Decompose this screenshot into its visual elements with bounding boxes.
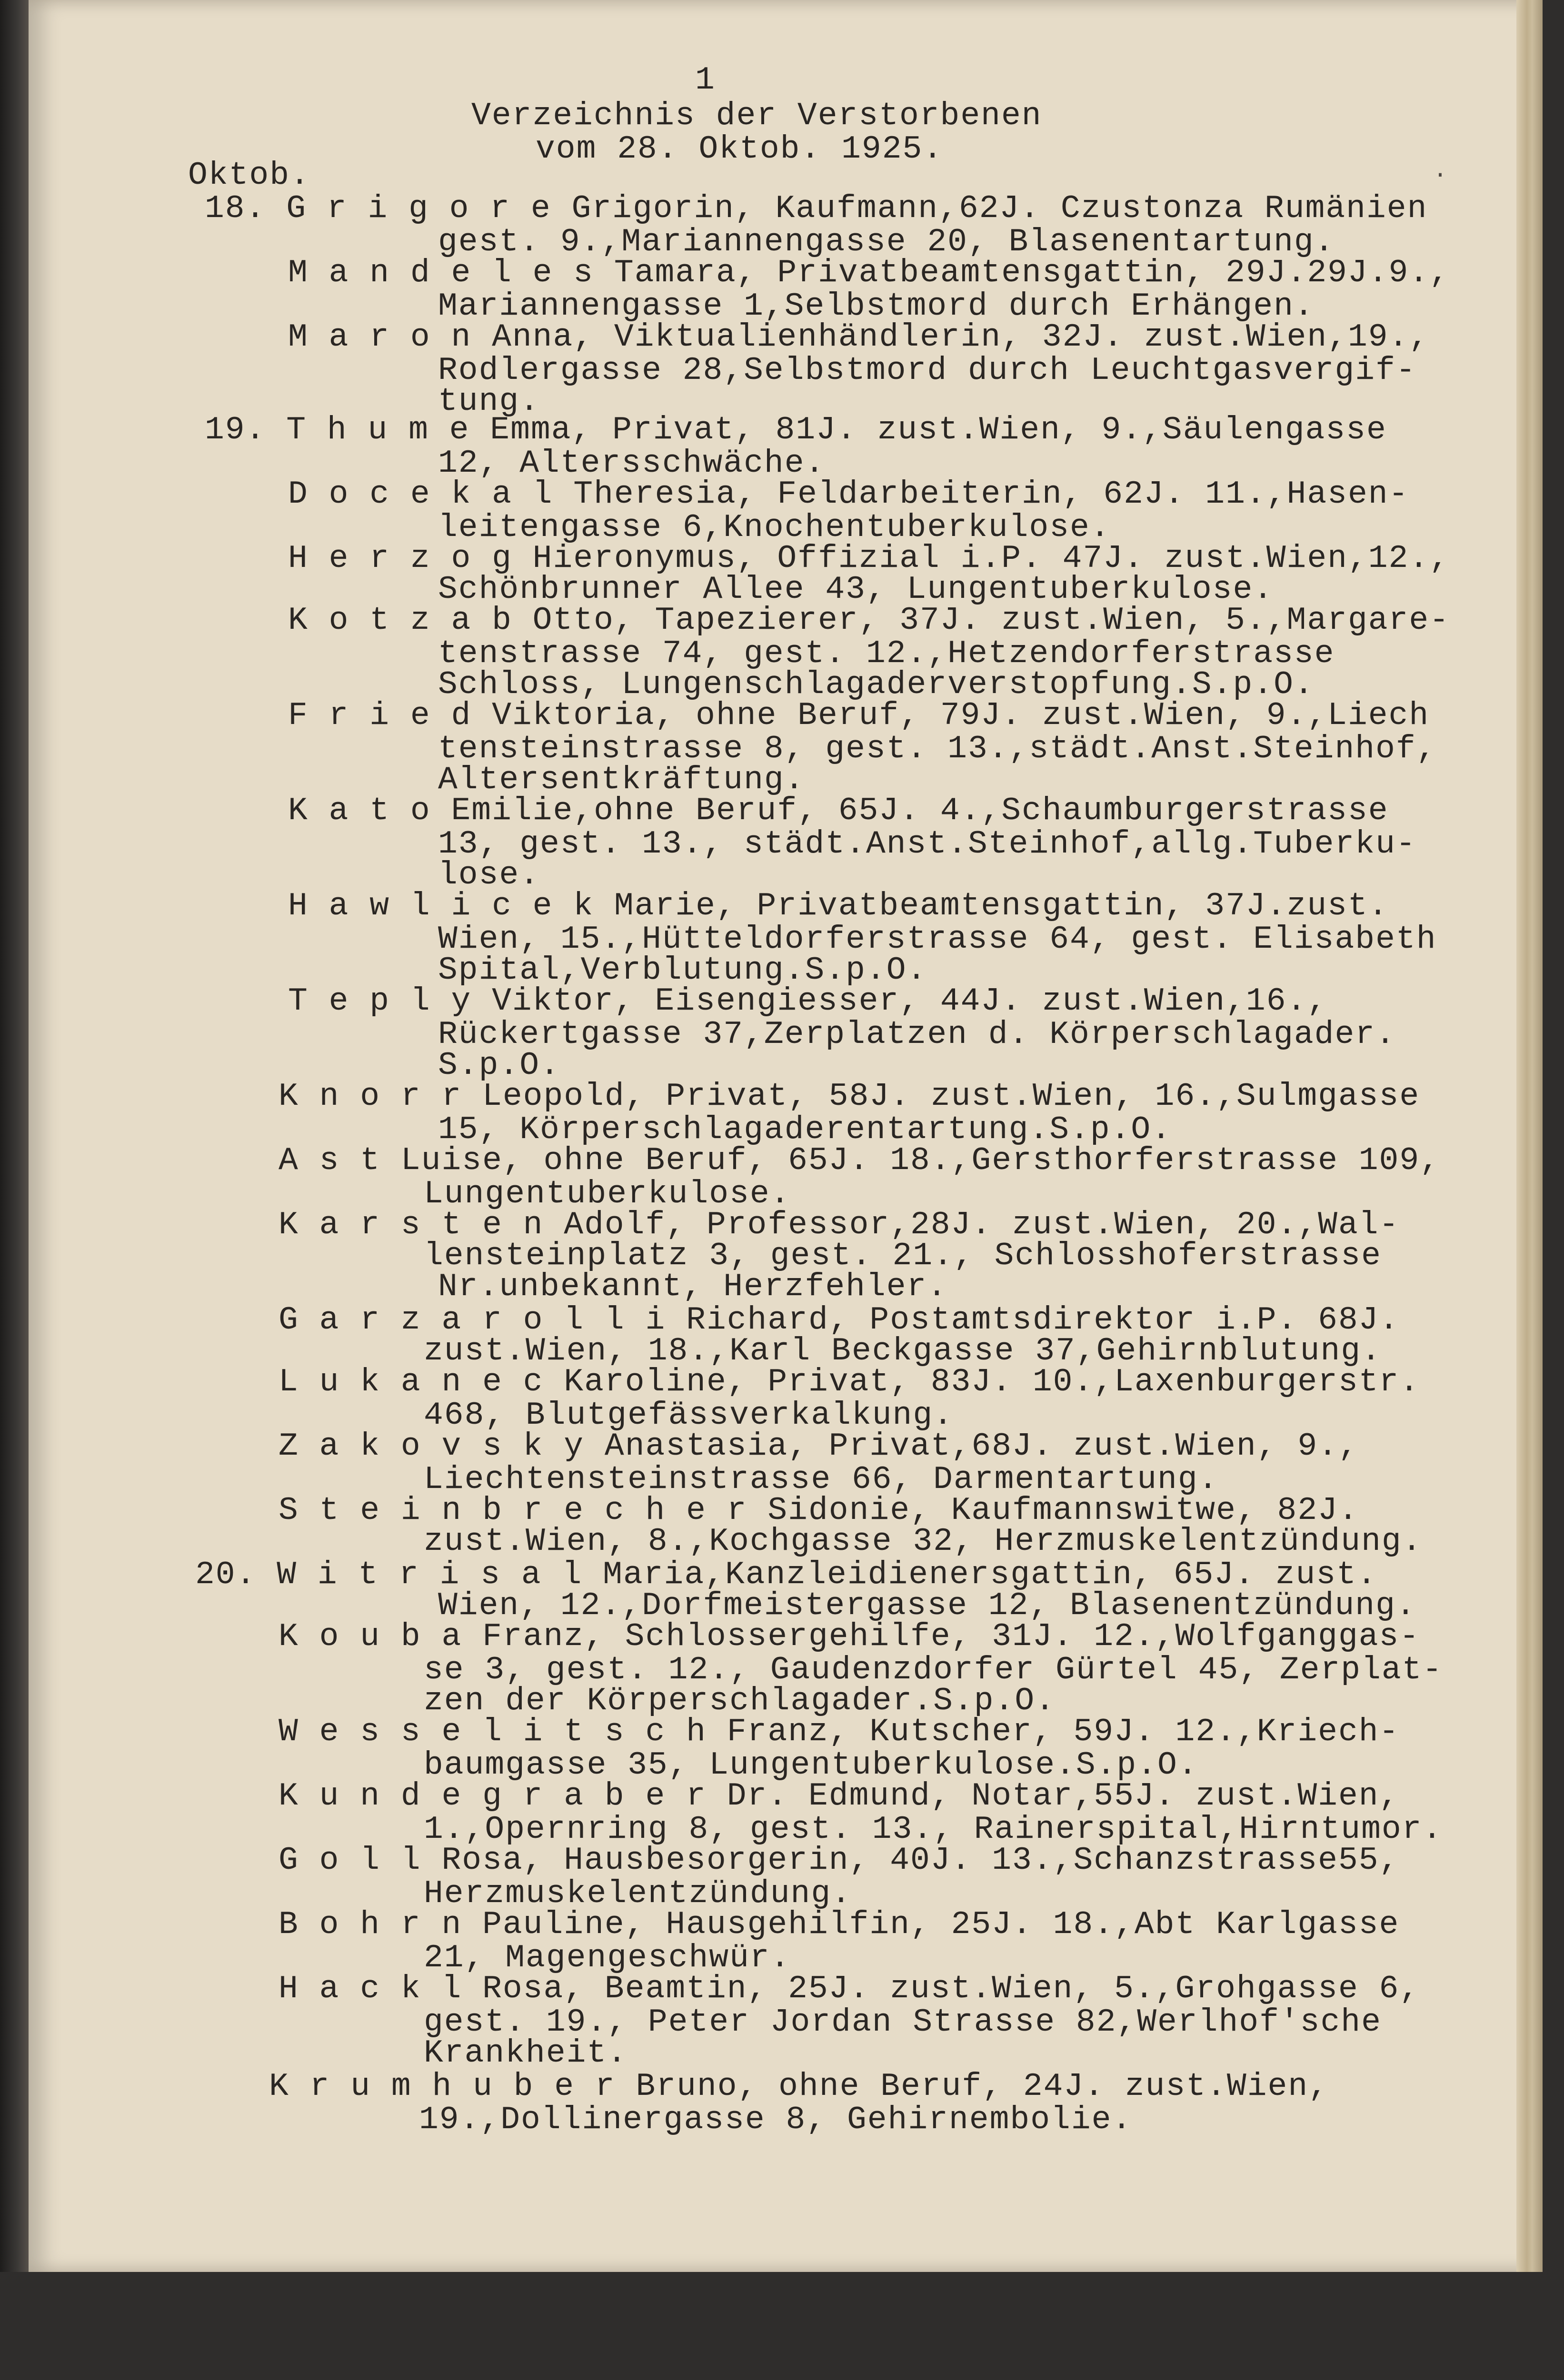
page-title: Verzeichnis der Verstorbenen — [471, 98, 1042, 134]
entry-line: 18. G r i g o r e Grigorin, Kaufmann,62J. Czustonza Rumänien — [205, 190, 1428, 227]
entry-line: Rückertgasse 37,Zerplatzen d. Körperschlagader. — [438, 1016, 1396, 1053]
typewritten-text — [29, 0, 1504, 2272]
entry-line: Spital,Verblutung.S.p.O. — [438, 952, 927, 989]
entry-line: Z a k o v s k y Anastasia, Privat,68J. zust.Wien, 9., — [279, 1428, 1359, 1465]
entry-line: Lungentuberkulose. — [424, 1176, 791, 1212]
entry-line: tung. — [438, 383, 540, 420]
entry-line: D o c e k a l Theresia, Feldarbeiterin, 62J. 11.,Hasen- — [288, 476, 1409, 513]
entry-line: Schloss, Lungenschlagaderverstopfung.S.p.O. — [438, 666, 1315, 703]
entry-line: 1.,Opernring 8, gest. 13., Rainerspital,Hirntumor. — [424, 1811, 1443, 1848]
entry-line: B o h r n Pauline, Hausgehilfin, 25J. 18.,Abt Karlgasse — [279, 1906, 1400, 1943]
entry-line: L u k a n e c Karoline, Privat, 83J. 10.,Laxenburgerstr. — [279, 1364, 1420, 1400]
entry-line: Herzmuskelentzündung. — [424, 1875, 852, 1912]
entry-line: Liechtensteinstrasse 66, Darmentartung. — [424, 1461, 1219, 1498]
page-subtitle: vom 28. Oktob. 1925. — [536, 131, 944, 168]
entry-line: G a r z a r o l l i Richard, Postamtsdirektor i.P. 68J. — [279, 1302, 1400, 1339]
entry-line: Rodlergasse 28,Selbstmord durch Leuchtgasvergif- — [438, 352, 1416, 389]
entry-line: H e r z o g Hieronymus, Offizial i.P. 47J. zust.Wien,12., — [288, 540, 1450, 577]
entry-line: Wien, 15.,Hütteldorferstrasse 64, gest. Elisabeth — [438, 921, 1437, 958]
entry-line: gest. 19., Peter Jordan Strasse 82,Werlhof'sche — [424, 2004, 1382, 2041]
entry-line: 21, Magengeschwür. — [424, 1940, 791, 1976]
entry-line: Mariannengasse 1,Selbstmord durch Erhängen. — [438, 288, 1315, 325]
entry-line: F r i e d Viktoria, ohne Beruf, 79J. zust.Wien, 9.,Liech — [288, 697, 1430, 734]
entry-line: tenstrasse 74, gest. 12.,Hetzendorferstrasse — [438, 635, 1335, 672]
entry-line: 13, gest. 13., städt.Anst.Steinhof,allg.Tuberku- — [438, 826, 1416, 863]
entry-line: zust.Wien, 18.,Karl Beckgasse 37,Gehirnblutung. — [424, 1333, 1382, 1369]
entry-line: zen der Körperschlagader.S.p.O. — [424, 1683, 1056, 1719]
entry-line: M a r o n Anna, Viktualienhändlerin, 32J. zust.Wien,19., — [288, 319, 1430, 356]
entry-line: K n o r r Leopold, Privat, 58J. zust.Wien, 16.,Sulmgasse — [279, 1078, 1420, 1115]
page-edge — [1516, 0, 1543, 2272]
page-number: 1 — [695, 62, 716, 99]
book-spine — [0, 0, 29, 2272]
entry-line: H a c k l Rosa, Beamtin, 25J. zust.Wien, 5.,Grohgasse 6, — [279, 1971, 1420, 2007]
entry-line: 468, Blutgefässverkalkung. — [424, 1397, 954, 1434]
entry-line: tensteinstrasse 8, gest. 13.,städt.Anst.Steinhof, — [438, 731, 1437, 767]
entry-line: se 3, gest. 12., Gaudenzdorfer Gürtel 45, Zerplat- — [424, 1652, 1443, 1688]
entry-line: 19. T h u m e Emma, Privat, 81J. zust.Wien, 9.,Säulengasse — [205, 412, 1387, 448]
entry-line: T e p l y Viktor, Eisengiesser, 44J. zust.Wien,16., — [288, 983, 1328, 1020]
entry-line: leitengasse 6,Knochentuberkulose. — [438, 509, 1111, 546]
entry-line: Schönbrunner Allee 43, Lungentuberkulose. — [438, 571, 1274, 608]
entry-line: K o u b a Franz, Schlossergehilfe, 31J. 12.,Wolfganggas- — [279, 1618, 1420, 1655]
entry-line: 20. W i t r i s a l Maria,Kanzleidienersgattin, 65J. zust. — [195, 1557, 1377, 1593]
entry-line: S.p.O. — [438, 1047, 560, 1084]
ledger-page — [29, 0, 1543, 2272]
entry-line: H a w l i c e k Marie, Privatbeamtensgattin, 37J.zust. — [288, 888, 1389, 924]
entry-line: A s t Luise, ohne Beruf, 65J. 18.,Gersthorferstrasse 109, — [279, 1142, 1440, 1179]
margin-mark: . — [1433, 157, 1449, 184]
entry-line: S t e i n b r e c h e r Sidonie, Kaufmannswitwe, 82J. — [279, 1492, 1359, 1529]
entry-line: W e s s e l i t s c h Franz, Kutscher, 59J. 12.,Kriech- — [279, 1714, 1400, 1750]
entry-line: gest. 9.,Mariannengasse 20, Blasenentartung. — [438, 224, 1335, 260]
entry-line: 15, Körperschlagaderentartung.S.p.O. — [438, 1111, 1172, 1148]
entry-line: baumgasse 35, Lungentuberkulose.S.p.O. — [424, 1747, 1198, 1784]
entry-line: K o t z a b Otto, Tapezierer, 37J. zust.Wien, 5.,Margare- — [288, 602, 1450, 639]
entry-line: zust.Wien, 8.,Kochgasse 32, Herzmuskelentzündung. — [424, 1523, 1423, 1560]
month-label: Oktob. — [188, 157, 310, 194]
entry-line: K a r s t e n Adolf, Professor,28J. zust.Wien, 20.,Wal- — [279, 1207, 1400, 1243]
entry-line: K u n d e g r a b e r Dr. Edmund, Notar,55J. zust.Wien, — [279, 1778, 1400, 1815]
entry-line: K a t o Emilie,ohne Beruf, 65J. 4.,Schaumburgerstrasse — [288, 793, 1389, 829]
entry-line: Altersentkräftung. — [438, 762, 805, 798]
entry-line: Krankheit. — [424, 2035, 628, 2072]
entry-line: 12, Altersschwäche. — [438, 445, 826, 482]
entry-line: lose. — [438, 857, 540, 893]
entry-line: Nr.unbekannt, Herzfehler. — [438, 1269, 948, 1305]
entry-line: K r u m h u b e r Bruno, ohne Beruf, 24J. zust.Wien, — [269, 2068, 1329, 2105]
entry-line: 19.,Dollinergasse 8, Gehirnembolie. — [419, 2102, 1133, 2138]
entry-line: lensteinplatz 3, gest. 21., Schlosshoferstrasse — [424, 1238, 1382, 1274]
entry-line: M a n d e l e s Tamara, Privatbeamtensgattin, 29J.29J.9., — [288, 255, 1450, 291]
entry-line: Wien, 12.,Dorfmeistergasse 12, Blasenentzündung. — [438, 1587, 1416, 1624]
entry-line: G o l l Rosa, Hausbesorgerin, 40J. 13.,Schanzstrasse55, — [279, 1842, 1400, 1879]
